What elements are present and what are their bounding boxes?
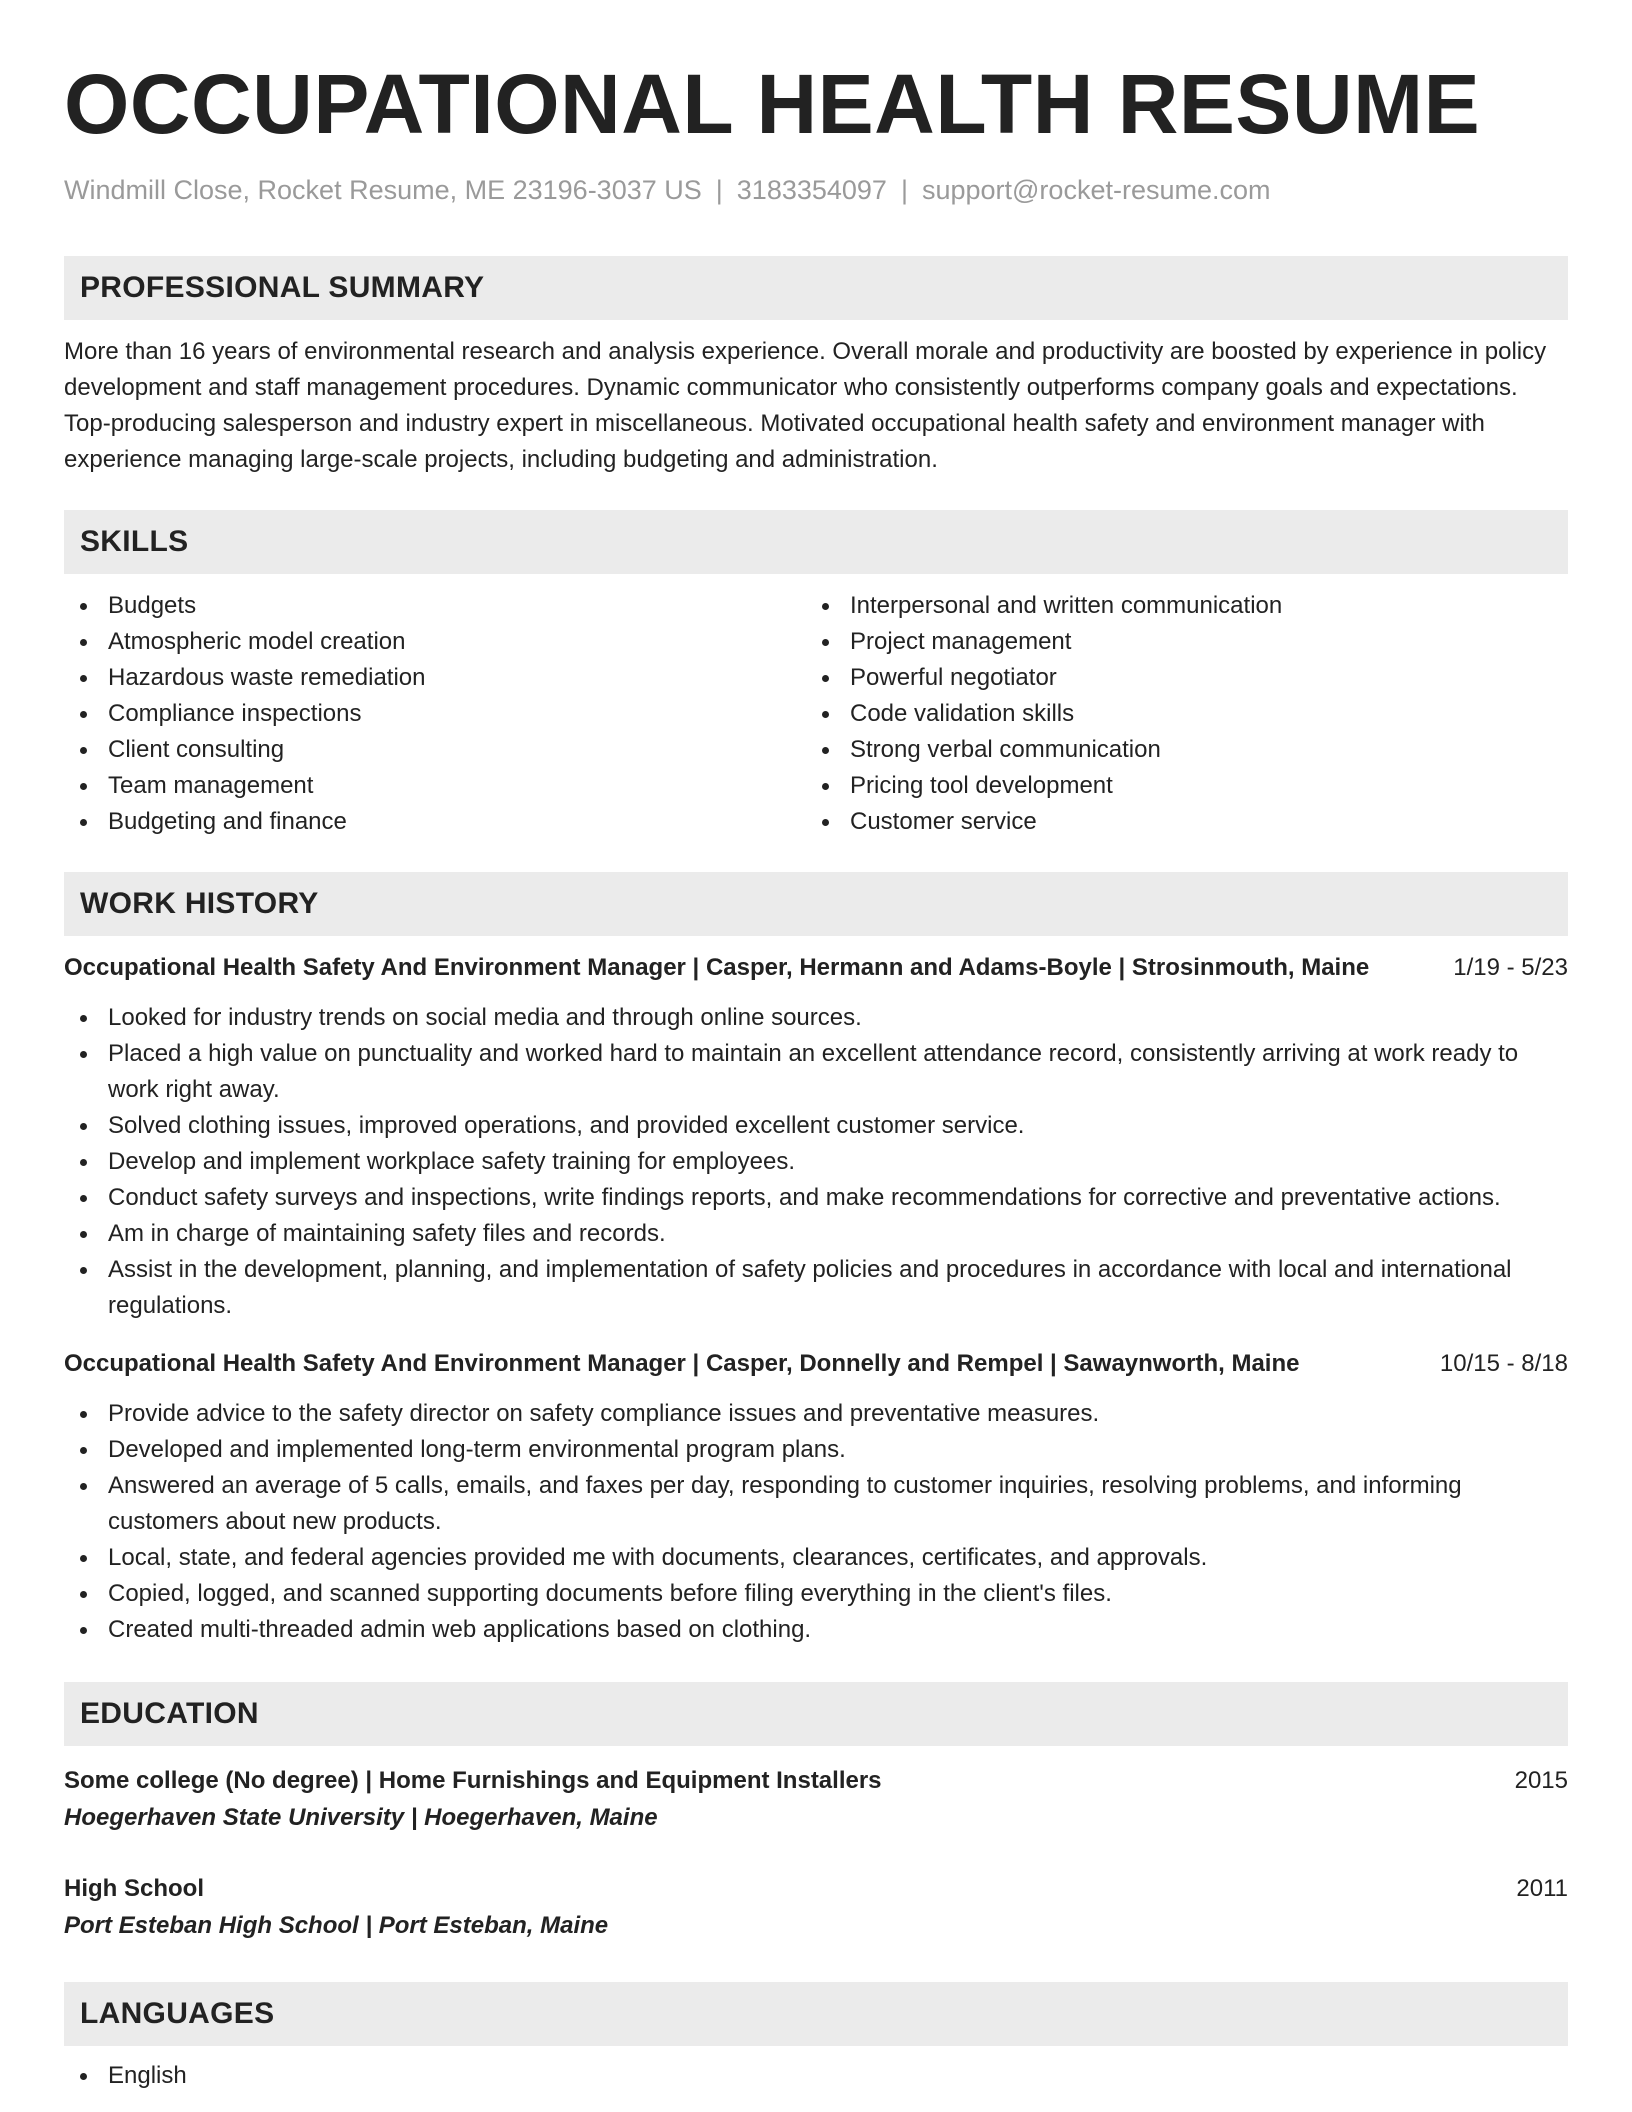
job-dates: 10/15 - 8/18 xyxy=(1439,1350,1568,1377)
job-title: Occupational Health Safety And Environment Manager | Casper, Donnelly and Rempel | Sawaynworth, Maine xyxy=(64,1350,1300,1377)
education-entry xyxy=(64,1870,1568,1944)
language-item: English xyxy=(64,2058,1568,2094)
education-school: Hoegerhaven State University | Hoegerhaven, Maine xyxy=(64,1804,658,1831)
languages-list xyxy=(64,2058,1568,2094)
skill-item: Hazardous waste remediation xyxy=(64,660,806,696)
skill-item: Budgeting and finance xyxy=(64,804,806,840)
job-duty-item: Am in charge of maintaining safety files and records. xyxy=(64,1216,1568,1252)
skills-column-left xyxy=(64,588,806,840)
section-heading-skills: SKILLS xyxy=(64,510,1568,574)
job-duties xyxy=(64,1396,1568,1648)
contact-email: support@rocket-resume.com xyxy=(921,175,1271,205)
job-duty-item: Provide advice to the safety director on safety compliance issues and preventative measures. xyxy=(64,1396,1568,1432)
job-duty-item: Answered an average of 5 calls, emails, and faxes per day, responding to customer inquiries, resolving problems, and informing customers about new products. xyxy=(64,1468,1568,1540)
job-title: Occupational Health Safety And Environment Manager | Casper, Hermann and Adams-Boyle | Strosinmouth, Maine xyxy=(64,954,1370,981)
skills-grid xyxy=(64,588,1568,840)
summary-paragraph: More than 16 years of environmental research and analysis experience. Overall morale and productivity are boosted by experience in policy development and staff management procedures. Dynamic communicator who consistently outperforms company goals and expectations. Top-producing salesperson and industry expert in miscellaneous. Motivated occupational health safety and environment manager with experience managing large-scale projects, including budgeting and administration. xyxy=(64,338,1547,473)
job-title-line xyxy=(64,950,1568,986)
resume-title: OCCUPATIONAL HEALTH RESUME xyxy=(64,57,1481,151)
education-degree: High School xyxy=(64,1875,204,1902)
education-degree: Some college (No degree) | Home Furnishings and Equipment Installers xyxy=(64,1767,882,1794)
skill-item: Team management xyxy=(64,768,806,804)
skill-item: Strong verbal communication xyxy=(806,732,1548,768)
skill-item: Budgets xyxy=(64,588,806,624)
job-entry xyxy=(64,1346,1568,1648)
contact-line xyxy=(64,172,1568,208)
job-duties xyxy=(64,1000,1568,1324)
section-heading-languages: LANGUAGES xyxy=(64,1982,1568,2046)
skill-item: Atmospheric model creation xyxy=(64,624,806,660)
job-duty-item: Copied, logged, and scanned supporting documents before filing everything in the client's files. xyxy=(64,1576,1568,1612)
job-duty-item: Placed a high value on punctuality and worked hard to maintain an excellent attendance record, consistently arriving at work ready to work right away. xyxy=(64,1036,1568,1108)
contact-separator: | xyxy=(715,175,723,205)
job-duty-item: Assist in the development, planning, and implementation of safety policies and procedures in accordance with local and international regulations. xyxy=(64,1252,1568,1324)
skill-item: Client consulting xyxy=(64,732,806,768)
skill-item: Project management xyxy=(806,624,1548,660)
job-duty-item: Conduct safety surveys and inspections, write findings reports, and make recommendations for corrective and preventative actions. xyxy=(64,1180,1568,1216)
job-duty-item: Created multi-threaded admin web applications based on clothing. xyxy=(64,1612,1568,1648)
job-duty-item: Solved clothing issues, improved operations, and provided excellent customer service. xyxy=(64,1108,1568,1144)
skill-item: Powerful negotiator xyxy=(806,660,1548,696)
skill-item: Code validation skills xyxy=(806,696,1548,732)
job-duty-item: Develop and implement workplace safety training for employees. xyxy=(64,1144,1568,1180)
section-heading-summary: PROFESSIONAL SUMMARY xyxy=(64,256,1568,320)
job-dates: 1/19 - 5/23 xyxy=(1453,954,1568,981)
education-entry xyxy=(64,1762,1568,1836)
contact-separator: | xyxy=(900,175,908,205)
job-duty-item: Developed and implemented long-term environmental program plans. xyxy=(64,1432,1568,1468)
skill-item: Compliance inspections xyxy=(64,696,806,732)
job-duty-item: Local, state, and federal agencies provided me with documents, clearances, certificates, and approvals. xyxy=(64,1540,1568,1576)
education-degree-line xyxy=(64,1762,1568,1799)
section-heading-work-history: WORK HISTORY xyxy=(64,872,1568,936)
job-entry xyxy=(64,950,1568,1324)
job-title-line xyxy=(64,1346,1568,1382)
education-school: Port Esteban High School | Port Esteban, Maine xyxy=(64,1912,609,1939)
skill-item: Interpersonal and written communication xyxy=(806,588,1548,624)
contact-address: Windmill Close, Rocket Resume, ME 23196-3037 US xyxy=(64,175,702,205)
education-degree-line xyxy=(64,1870,1568,1907)
education-year: 2011 xyxy=(1516,1875,1568,1902)
education-year: 2015 xyxy=(1514,1767,1568,1794)
skills-column-right xyxy=(806,588,1548,840)
skill-item: Customer service xyxy=(806,804,1548,840)
contact-phone: 3183354097 xyxy=(736,175,887,205)
skill-item: Pricing tool development xyxy=(806,768,1548,804)
section-heading-education: EDUCATION xyxy=(64,1682,1568,1746)
job-duty-item: Looked for industry trends on social media and through online sources. xyxy=(64,1000,1568,1036)
